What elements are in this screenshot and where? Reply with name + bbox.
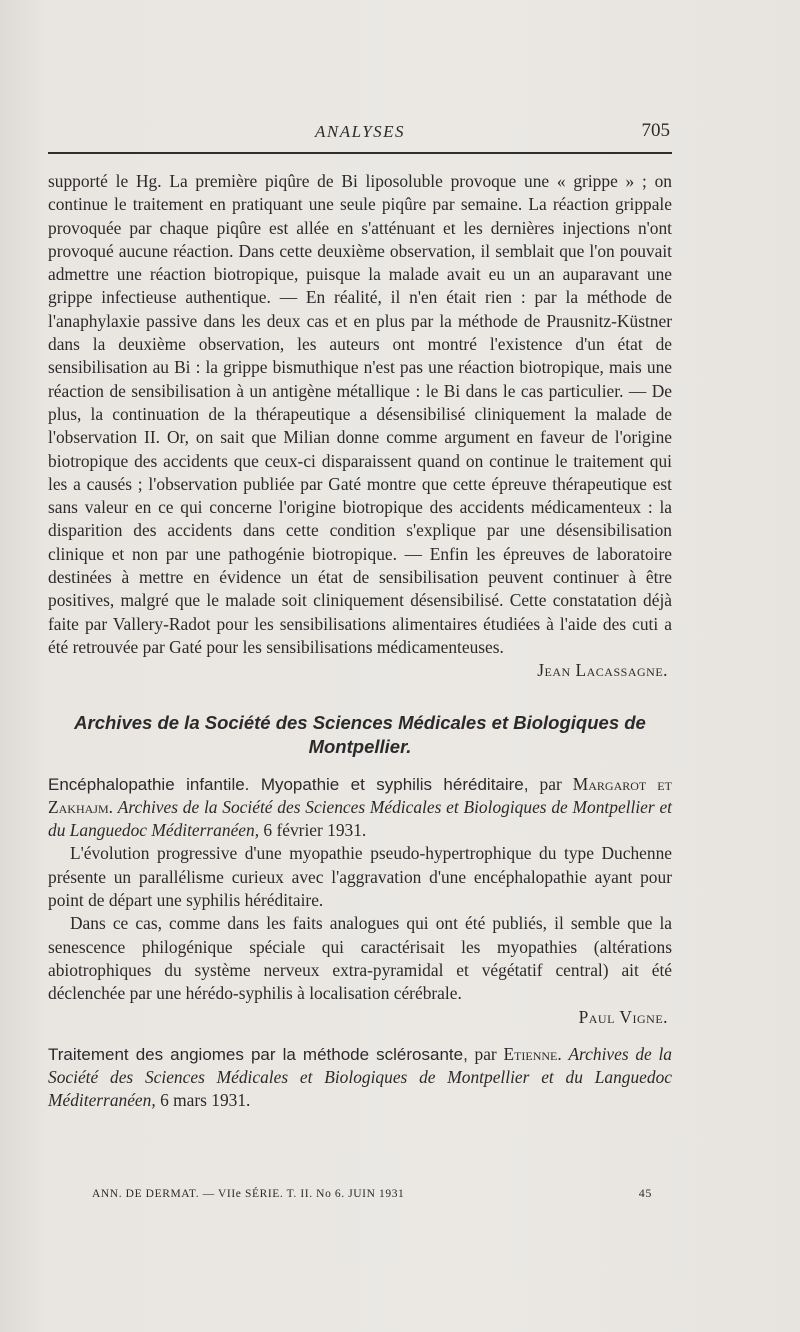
signature: Jean Lacassagne. [537, 660, 668, 681]
page-footer [92, 1188, 652, 1200]
article-authors: Etienne. [503, 1043, 562, 1064]
article-date: 6 mars 1931. [160, 1090, 251, 1111]
article-source: Archives de la Société des Sciences Médicales et Biologiques de Montpellier et du Languedoc Méditerranéen, [48, 1043, 672, 1111]
section-title: Archives de la Société des Sciences Médicales et Biologiques de Montpellier. [74, 711, 646, 757]
article-heading: Encéphalopathie infantile. Myopathie et syphilis héréditaire, par Margarot et Zakhajm. Archives de la Société des Sciences Médicales et Biologiques de Montpellier et du Languedoc Méditerranéen, 6 février 1931. [48, 773, 672, 841]
paragraph: Dans ce cas, comme dans les faits analogues qui ont été publiés, il semble que la senescence philogénique spéciale qui caractérisait les myopathies (altérations abiotrophiques du système nerveux extra-pyramidal et végétatif central) ait été déclenchée par une hérédo-syphilis à localisation cérébrale. [48, 913, 672, 1004]
signature: Paul Vigne. [578, 1006, 668, 1027]
paragraph: supporté le Hg. La première piqûre de Bi liposoluble provoque une « grippe » ; on continue le traitement en pratiquant une seule piqûre par semaine. La réaction grippale provoquée par chaque piqûre est allée en s'atténuant et les dernières injections n'ont provoqué aucune réaction. Dans cette deuxième observation, il semblait que l'on pouvait admettre une réaction biotropique, puisque la malade avait eu un an auparavant une grippe infectieuse authentique. — En réalité, il n'en était rien : par la méthode de l'anaphylaxie passive dans les deux cas et en plus par la méthode de Prausnitz-Küstner dans la deuxième observation, les auteurs ont montré l'existence d'un état de sensibilisation au Bi : la grippe bismuthique n'est pas une réaction biotropique, mais une réaction de sensibilisation à un antigène métallique : le Bi dans le cas particulier. — De plus, la continuation de la thérapeutique a désensibilisé cliniquement la malade de l'observation II. Or, on sait que Milian donne comme argument en faveur de l'origine biotropique des accidents que ceux-ci disparaissent quand on continue le traitement qui les a causés ; l'observation publiée par Gaté montre que cette épreuve thérapeutique est sans valeur en ce qui concerne l'origine biotropique des accidents médicamenteux : la disparition des accidents dans cette condition s'explique par une désensibilisation clinique et non par une pathogénie biotropique. — Enfin les épreuves de laboratoire destinées à mettre en évidence un état de sensibilisation peuvent continuer à être positives, malgré que le malade soit cliniquement désensibilisé. Cette constatation déjà faite par Vallery-Radot pour les sensibilisations alimentaires étudiées à l'aide des cuti a été retrouvée par Gaté pour les sensibilisations médicamenteuses. [48, 171, 672, 657]
article-authors: Margarot et Zakhajm. [48, 773, 672, 817]
page-body [48, 170, 672, 1113]
article-title: Traitement des angiomes par la méthode sclérosante, [48, 1044, 468, 1064]
article-title: Encéphalopathie infantile. Myopathie et syphilis héréditaire, [48, 774, 529, 794]
paragraph: L'évolution progressive d'une myopathie pseudo-hypertrophique du type Duchenne présente un parallélisme curieux avec l'aggravation d'une encéphalopathie ayant pour point de départ une syphilis héréditaire. [48, 843, 672, 911]
article-heading: Traitement des angiomes par la méthode sclérosante, par Etienne. Archives de la Société des Sciences Médicales et Biologiques de Montpellier et du Languedoc Méditerranéen, 6 mars 1931. [48, 1043, 672, 1111]
sheet-number: 45 [638, 1186, 652, 1200]
article-date: 6 février 1931. [263, 820, 367, 841]
page-number: 705 [641, 120, 670, 141]
running-head: ANALYSES [314, 122, 406, 141]
page-header [48, 118, 672, 154]
article-source: Archives de la Société des Sciences Médicales et Biologiques de Montpellier et du Languedoc Méditerranéen, [48, 796, 672, 841]
journal-reference: ANN. DE DERMAT. — VIIe SÉRIE. T. II. No 6. JUIN 1931 [92, 1188, 405, 1200]
